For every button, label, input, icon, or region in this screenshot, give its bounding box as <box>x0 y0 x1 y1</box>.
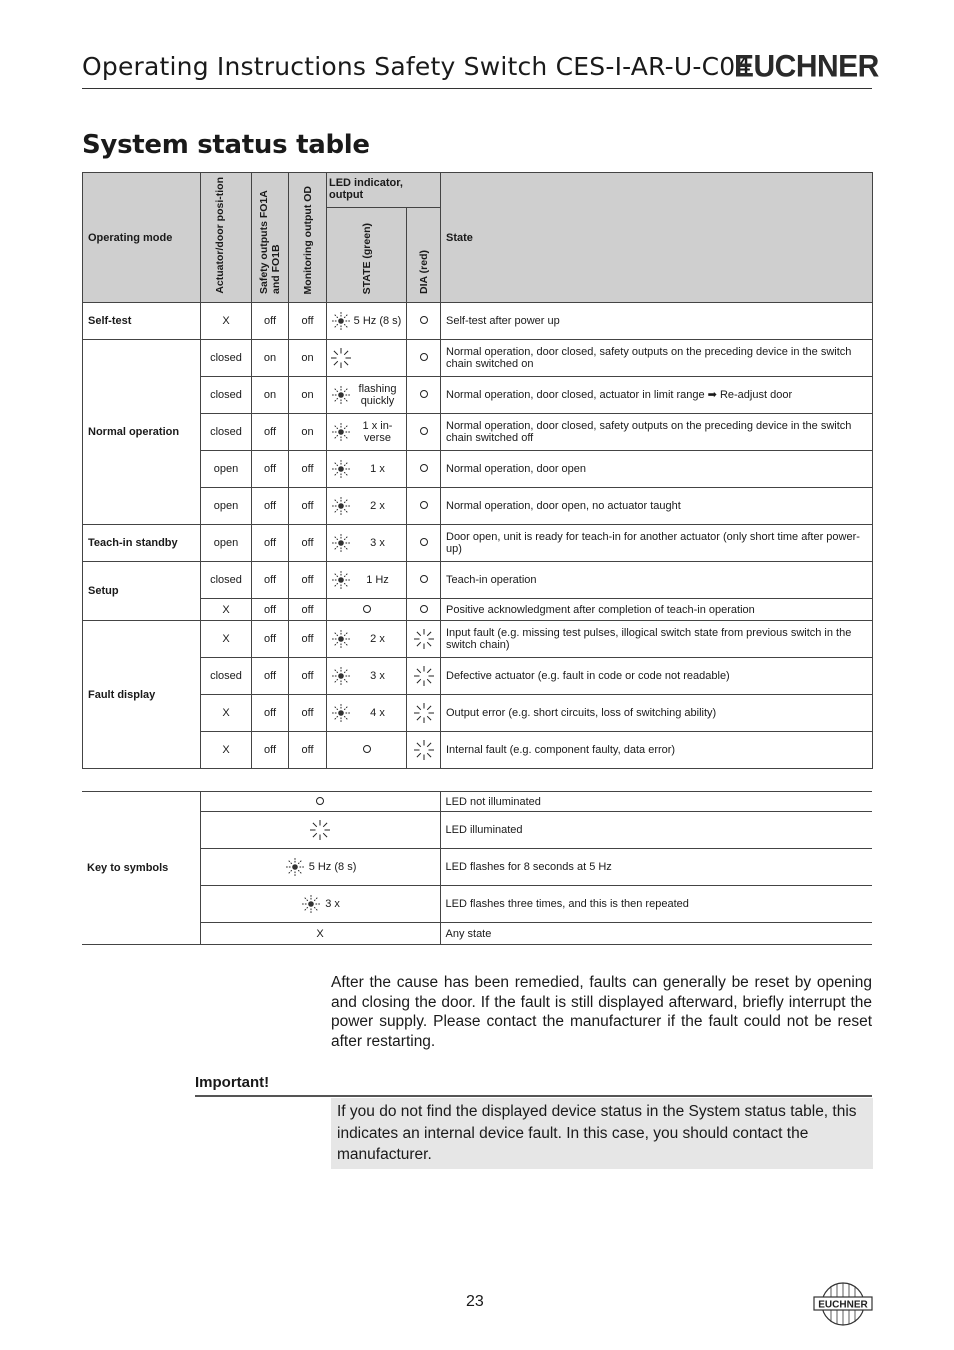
key-row <box>82 849 872 886</box>
key-symbol-label: 5 Hz (8 s) <box>308 860 357 873</box>
table-row <box>83 451 873 488</box>
led-label: 3 x <box>370 537 385 549</box>
dia-led-cell <box>407 340 441 377</box>
any-state-symbol: X <box>316 927 324 940</box>
led-label: 4 x <box>370 707 385 719</box>
state-description-cell: Normal operation, door closed, safety outputs on the preceding device in the switch chain switched off <box>441 414 873 451</box>
monitoring-output-cell: off <box>289 658 327 695</box>
led-off-icon <box>363 605 371 613</box>
key-row <box>82 923 872 945</box>
dia-led-cell <box>407 414 441 451</box>
monitoring-output-cell: off <box>289 562 327 599</box>
dia-led-cell <box>407 732 441 769</box>
dia-led-cell <box>407 303 441 340</box>
header-operating-mode: Operating mode <box>83 173 201 303</box>
table-row <box>83 340 873 377</box>
led-on-icon <box>413 739 435 761</box>
monitoring-output-cell: off <box>289 303 327 340</box>
dia-led-cell <box>407 658 441 695</box>
dia-led-cell <box>407 525 441 562</box>
important-note: If you do not find the displayed device status in the System status table, this indicates an internal device fault. In this case, you should contact the manufacturer. <box>331 1098 873 1169</box>
state-led-cell <box>327 562 407 599</box>
door-position-cell: closed <box>201 377 252 414</box>
important-heading: Important! <box>195 1074 270 1091</box>
state-description-cell: Normal operation, door open <box>441 451 873 488</box>
led-label: 2 x <box>370 500 385 512</box>
led-label: 2 x <box>370 633 385 645</box>
led-on-icon <box>330 347 352 369</box>
key-to-symbols-table <box>82 791 872 945</box>
key-description-cell: Any state <box>440 923 872 945</box>
led-off-icon <box>420 427 428 435</box>
state-description-cell: Normal operation, door open, no actuator taught <box>441 488 873 525</box>
key-row <box>82 886 872 923</box>
dia-led-cell <box>407 377 441 414</box>
state-led-cell <box>327 732 407 769</box>
door-position-cell: X <box>201 621 252 658</box>
led-flashing-icon <box>330 458 352 480</box>
led-flashing-icon <box>330 421 352 443</box>
table-row <box>83 525 873 562</box>
monitoring-output-cell: off <box>289 525 327 562</box>
safety-output-cell: on <box>252 377 289 414</box>
door-position-cell: X <box>201 695 252 732</box>
state-led-cell <box>327 599 407 621</box>
header-led-indicator: LED indicator, output <box>327 173 441 208</box>
state-description-cell: Defective actuator (e.g. fault in code or code not readable) <box>441 658 873 695</box>
table-row <box>83 562 873 599</box>
led-off-icon <box>420 390 428 398</box>
header-state: State <box>441 173 873 303</box>
led-on-icon <box>413 702 435 724</box>
table-row <box>83 621 873 658</box>
safety-output-cell: off <box>252 303 289 340</box>
key-symbol-cell <box>200 923 440 945</box>
state-led-cell <box>327 377 407 414</box>
led-flashing-icon <box>330 532 352 554</box>
led-off-icon <box>420 575 428 583</box>
monitoring-output-cell: off <box>289 732 327 769</box>
safety-output-cell: off <box>252 599 289 621</box>
reset-instructions-paragraph: After the cause has been remedied, faults can generally be reset by opening and closing the door. If the fault is still displayed afterward, briefly interrupt the power supply. Please contact the manufacturer if the fault could not be reset after restarting. <box>331 974 872 1050</box>
led-flashing-icon <box>300 893 322 915</box>
state-led-cell <box>327 525 407 562</box>
table-row <box>83 599 873 621</box>
header-dia-red: DIA (red) <box>407 208 441 303</box>
table-row <box>83 695 873 732</box>
door-position-cell: X <box>201 732 252 769</box>
door-position-cell: closed <box>201 340 252 377</box>
state-description-cell: Door open, unit is ready for teach-in for another actuator (only short time after power-up) <box>441 525 873 562</box>
led-flashing-icon <box>330 665 352 687</box>
door-position-cell: X <box>201 599 252 621</box>
led-off-icon <box>420 501 428 509</box>
door-position-cell: open <box>201 488 252 525</box>
led-on-icon <box>413 665 435 687</box>
key-symbol-cell <box>200 849 440 886</box>
safety-output-cell: off <box>252 451 289 488</box>
dia-led-cell <box>407 488 441 525</box>
svg-text:EUCHNER: EUCHNER <box>818 1299 868 1311</box>
led-off-icon <box>420 605 428 613</box>
state-led-cell <box>327 451 407 488</box>
state-description-cell: Teach-in operation <box>441 562 873 599</box>
door-position-cell: closed <box>201 562 252 599</box>
header-monitoring-output: Monitoring output OD <box>289 173 327 303</box>
led-flashing-icon <box>330 628 352 650</box>
led-off-icon <box>420 538 428 546</box>
table-row <box>83 377 873 414</box>
door-position-cell: X <box>201 303 252 340</box>
state-description-cell: Input fault (e.g. missing test pulses, illogical switch state from previous switch in the switch chain) <box>441 621 873 658</box>
state-description-cell: Normal operation, door closed, safety outputs on the preceding device in the switch chain switched on <box>441 340 873 377</box>
table-row <box>83 414 873 451</box>
led-label: 1 Hz <box>366 574 389 586</box>
key-symbol-cell <box>200 792 440 812</box>
led-flashing-icon <box>330 569 352 591</box>
operating-mode-cell: Normal operation <box>83 340 201 525</box>
dia-led-cell <box>407 562 441 599</box>
safety-output-cell: off <box>252 621 289 658</box>
state-description-cell: Output error (e.g. short circuits, loss of switching ability) <box>441 695 873 732</box>
state-led-cell <box>327 621 407 658</box>
monitoring-output-cell: off <box>289 621 327 658</box>
key-description-cell: LED flashes three times, and this is then repeated <box>440 886 872 923</box>
door-position-cell: closed <box>201 658 252 695</box>
led-off-icon <box>420 353 428 361</box>
key-description-cell: LED not illuminated <box>440 792 872 812</box>
safety-output-cell: off <box>252 414 289 451</box>
monitoring-output-cell: off <box>289 599 327 621</box>
operating-mode-cell: Setup <box>83 562 201 621</box>
key-row <box>82 812 872 849</box>
state-led-cell <box>327 414 407 451</box>
key-description-cell: LED illuminated <box>440 812 872 849</box>
key-row <box>82 792 872 812</box>
table-row <box>83 658 873 695</box>
header-divider <box>82 88 872 89</box>
door-position-cell: closed <box>201 414 252 451</box>
led-off-icon <box>316 797 324 805</box>
safety-output-cell: off <box>252 562 289 599</box>
led-on-icon <box>413 628 435 650</box>
euchner-logo: EUCHNER <box>734 49 879 84</box>
section-title: System status table <box>82 130 370 160</box>
led-off-icon <box>363 745 371 753</box>
header-safety-outputs: Safety outputs FO1A and FO1B <box>252 173 289 303</box>
euchner-seal-icon <box>813 1280 873 1328</box>
system-status-table <box>82 172 873 769</box>
state-description-cell: Self-test after power up <box>441 303 873 340</box>
key-symbol-cell <box>200 886 440 923</box>
led-flashing-icon <box>330 310 352 332</box>
led-flashing-icon <box>330 702 352 724</box>
monitoring-output-cell: on <box>289 340 327 377</box>
led-label: flashing quickly <box>358 383 397 407</box>
safety-output-cell: off <box>252 525 289 562</box>
led-off-icon <box>420 464 428 472</box>
dia-led-cell <box>407 599 441 621</box>
led-flashing-icon <box>330 495 352 517</box>
safety-output-cell: off <box>252 488 289 525</box>
dia-led-cell <box>407 695 441 732</box>
page-number: 23 <box>466 1293 484 1310</box>
table-row <box>83 303 873 340</box>
led-label: 1 x in-verse <box>362 420 393 444</box>
state-description-cell: Normal operation, door closed, actuator in limit range ➡ Re-adjust door <box>441 377 873 414</box>
key-description-cell: LED flashes for 8 seconds at 5 Hz <box>440 849 872 886</box>
dia-led-cell <box>407 451 441 488</box>
state-led-cell <box>327 695 407 732</box>
table-row <box>83 488 873 525</box>
door-position-cell: open <box>201 451 252 488</box>
operating-mode-cell: Self-test <box>83 303 201 340</box>
state-description-cell: Internal fault (e.g. component faulty, data error) <box>441 732 873 769</box>
led-label: 1 x <box>370 463 385 475</box>
monitoring-output-cell: on <box>289 377 327 414</box>
state-led-cell <box>327 303 407 340</box>
monitoring-output-cell: off <box>289 488 327 525</box>
led-flashing-icon <box>330 384 352 406</box>
state-led-cell <box>327 658 407 695</box>
dia-led-cell <box>407 621 441 658</box>
important-divider <box>195 1095 872 1097</box>
operating-mode-cell: Fault display <box>83 621 201 769</box>
safety-output-cell: off <box>252 695 289 732</box>
led-label: 5 Hz (8 s) <box>353 315 402 327</box>
safety-output-cell: off <box>252 732 289 769</box>
led-on-icon <box>309 819 331 841</box>
key-title-cell: Key to symbols <box>82 792 200 945</box>
table-row <box>83 732 873 769</box>
document-title: Operating Instructions Safety Switch CES-I-AR-U-C04 <box>82 52 752 81</box>
state-led-cell <box>327 488 407 525</box>
operating-mode-cell: Teach-in standby <box>83 525 201 562</box>
key-symbol-label: 3 x <box>325 897 340 910</box>
safety-output-cell: on <box>252 340 289 377</box>
monitoring-output-cell: on <box>289 414 327 451</box>
led-label: 3 x <box>370 670 385 682</box>
header-state-green: STATE (green) <box>327 208 407 303</box>
led-flashing-icon <box>284 856 306 878</box>
safety-output-cell: off <box>252 658 289 695</box>
door-position-cell: open <box>201 525 252 562</box>
header-actuator-position: Actuator/door posi-tion <box>201 173 252 303</box>
state-led-cell <box>327 340 407 377</box>
key-symbol-cell <box>200 812 440 849</box>
led-off-icon <box>420 316 428 324</box>
monitoring-output-cell: off <box>289 695 327 732</box>
state-description-cell: Positive acknowledgment after completion of teach-in operation <box>441 599 873 621</box>
monitoring-output-cell: off <box>289 451 327 488</box>
